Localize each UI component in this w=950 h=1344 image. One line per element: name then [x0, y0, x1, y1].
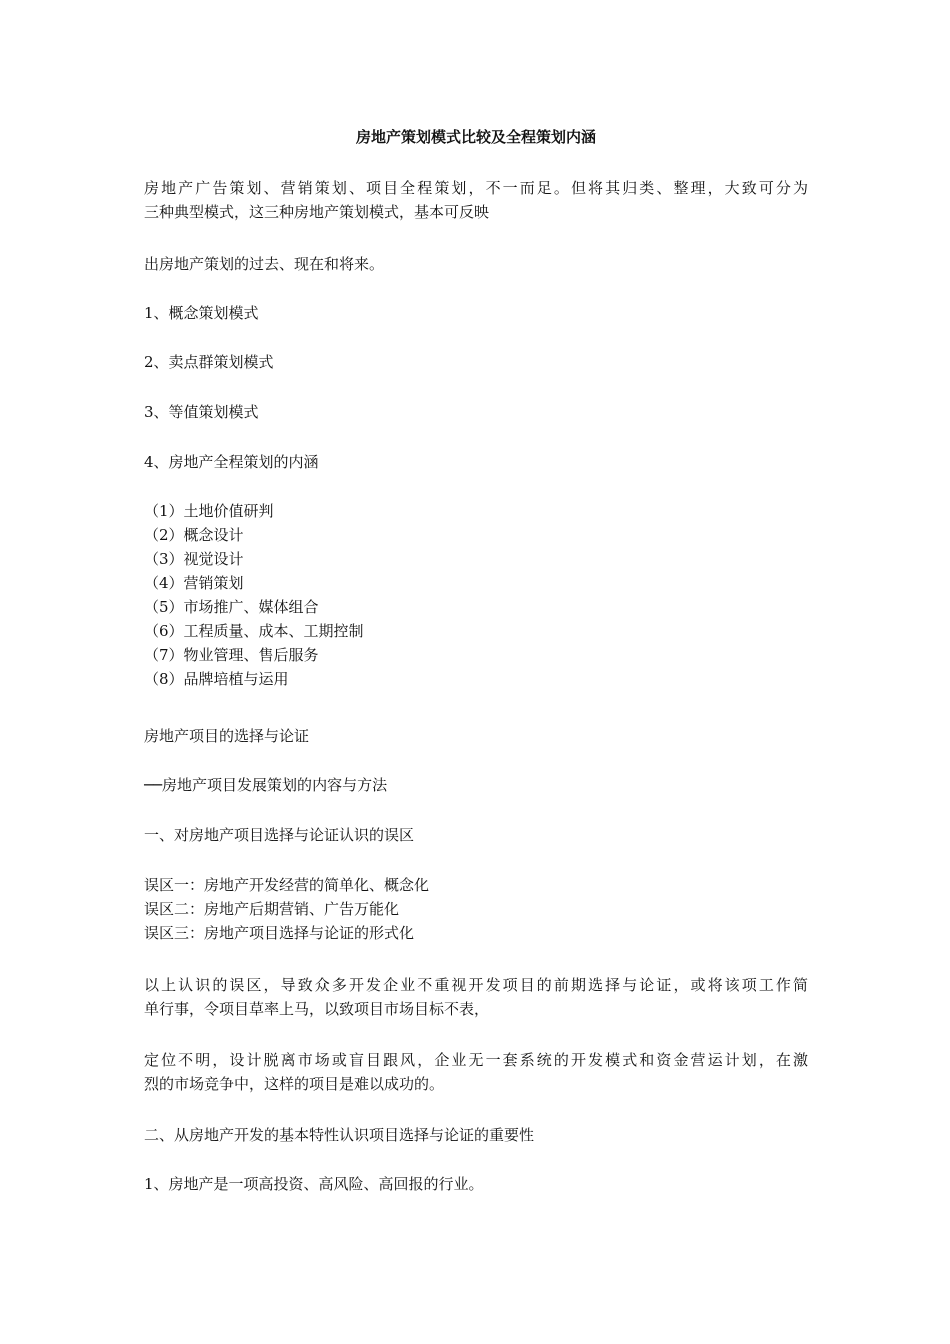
sub-item-6: （6）工程质量、成本、工期控制: [144, 622, 364, 640]
intro-continuation: 出房地产策划的过去、现在和将来。: [144, 255, 385, 273]
misconception-3: 误区三：房地产项目选择与论证的形式化: [144, 924, 415, 942]
paragraph-a: [144, 973, 808, 1021]
heading-two: 二、从房地产开发的基本特性认识项目选择与论证的重要性: [144, 1126, 535, 1144]
point-one: 1、房地产是一项高投资、高风险、高回报的行业。: [144, 1175, 484, 1193]
model-item-1: 1、概念策划模式: [144, 304, 259, 322]
paragraph-b: [144, 1048, 808, 1096]
sub-item-1: （1）土地价值研判: [144, 502, 274, 520]
intro-paragraph: [144, 176, 808, 224]
intro-line-1: 房地产广告策划、营销策划、项目全程策划，不一而足。但将其归类、整理，大致可分为: [144, 179, 808, 197]
sub-item-4: （4）营销策划: [144, 574, 244, 592]
misconception-2: 误区二：房地产后期营销、广告万能化: [144, 900, 400, 918]
heading-one: 一、对房地产项目选择与论证认识的误区: [144, 826, 415, 844]
misconception-list: [144, 873, 808, 945]
section-subtitle: ──房地产项目发展策划的内容与方法: [144, 776, 388, 794]
intro-line-2: 三种典型模式，这三种房地产策划模式，基本可反映: [144, 203, 490, 221]
model-item-3: 3、等值策划模式: [144, 403, 259, 421]
sub-item-7: （7）物业管理、售后服务: [144, 646, 319, 664]
paragraph-b-line-2: 烈的市场竞争中，这样的项目是难以成功的。: [144, 1075, 445, 1093]
sub-item-3: （3）视觉设计: [144, 550, 244, 568]
paragraph-a-line-1: 以上认识的误区，导致众多开发企业不重视开发项目的前期选择与论证，或将该项工作简: [144, 976, 808, 994]
model-item-4: 4、房地产全程策划的内涵: [144, 453, 319, 471]
misconception-1: 误区一：房地产开发经营的简单化、概念化: [144, 876, 430, 894]
sub-item-5: （5）市场推广、媒体组合: [144, 598, 319, 616]
document-title: 房地产策划模式比较及全程策划内涵: [355, 128, 596, 146]
sub-item-2: （2）概念设计: [144, 526, 244, 544]
sub-item-8: （8）品牌培植与运用: [144, 670, 289, 688]
paragraph-a-line-2: 单行事，令项目草率上马，以致项目市场目标不表，: [144, 1000, 490, 1018]
model-item-2: 2、卖点群策划模式: [144, 353, 274, 371]
section-title: 房地产项目的选择与论证: [144, 727, 310, 745]
sub-item-list: [144, 499, 808, 691]
paragraph-b-line-1: 定位不明，设计脱离市场或盲目跟风，企业无一套系统的开发模式和资金营运计划，在激: [144, 1051, 808, 1069]
